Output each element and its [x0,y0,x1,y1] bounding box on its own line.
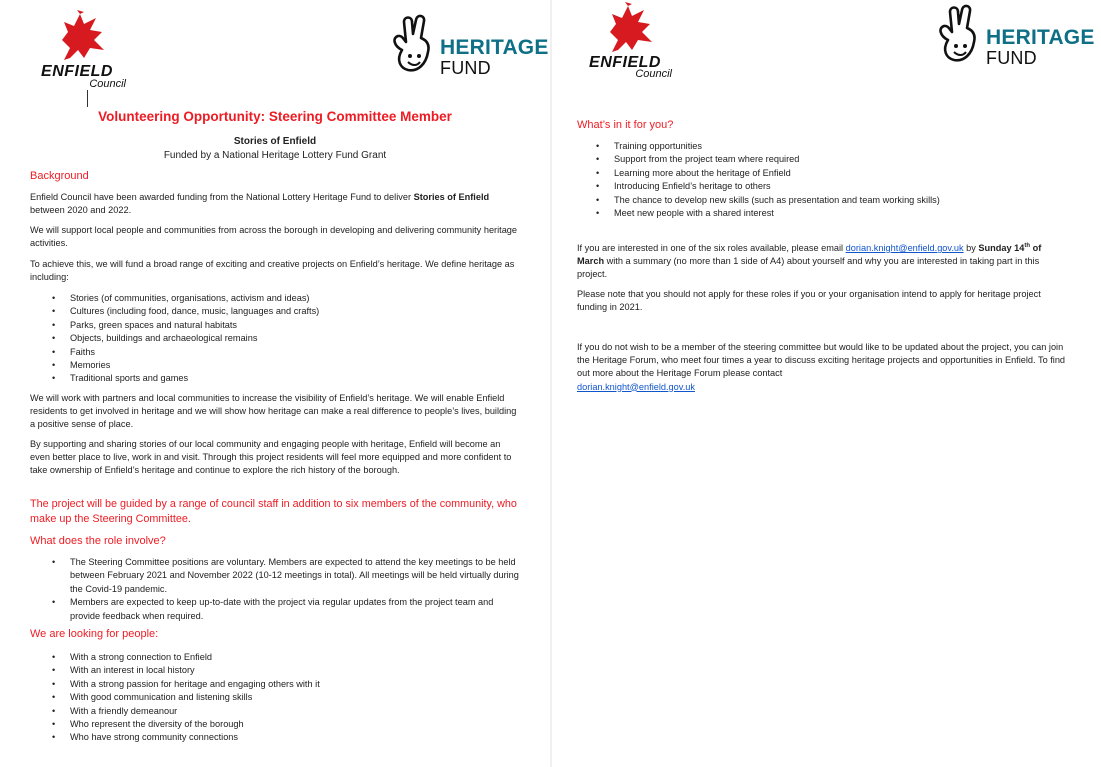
list-item: • Members are expected to keep up-to-date with the project via regular updates from the project team and provide feedback when required. [52,596,522,623]
heritage-list [52,292,522,386]
list-item: • With a strong connection to Enfield [52,651,522,664]
benefits-list [596,140,1076,220]
paragraph-support: We will support local people and communities from across the borough in developing and delivering community heritage activities. [30,225,518,249]
enfield-council-logo [22,10,132,90]
list-item: • Meet new people with a shared interest [596,207,1076,220]
deadline-suffix: th [1024,243,1031,249]
crossed-fingers-icon [934,4,984,66]
list-item: • Support from the project team where required [596,153,1076,166]
role-heading: What does the role involve? [30,535,166,547]
heritage-wordmark: HERITAGE [440,36,549,59]
paragraph-funding [30,191,520,217]
list-item: • Learning more about the heritage of Enfield [596,167,1076,180]
list-item: • With an interest in local history [52,664,522,677]
list-item: • Parks, green spaces and natural habitats [52,319,522,332]
background-heading: Background [30,170,89,182]
enfield-council-logo [570,2,680,82]
apply-text-end: with a summary (no more than 1 side of A4) about yourself and why you are interested in taking part in this project. [577,256,1040,280]
para1-text: Enfield Council have been awarded funding from the National Lottery Heritage Fund to deliver [30,192,414,202]
heritage-fund-logo [388,14,548,84]
deadline-day: Sunday 14 [978,243,1025,254]
document-title: Volunteering Opportunity: Steering Committee Member [98,109,452,124]
list-item: • Stories (of communities, organisations, activism and ideas) [52,292,522,305]
enfield-wordmark: ENFIELD [589,54,661,71]
fund-wordmark: FUND [986,48,1037,68]
council-wordmark: Council [635,68,672,80]
fund-wordmark: FUND [440,58,491,78]
apply-text: If you are interested in one of the six roles available, please email [577,243,846,254]
forum-email-link[interactable]: dorian.knight@enfield.gov.uk [577,381,695,392]
paragraph-definition: To achieve this, we will fund a broad range of exciting and creative projects on Enfield’s heritage. We define heritage as including: [30,259,515,283]
dragon-icon [44,10,114,62]
list-item: • With good communication and listening skills [52,691,522,704]
list-item: • With a friendly demeanour [52,705,522,718]
project-name: Stories of Enfield [233,136,317,147]
email-link[interactable]: dorian.knight@enfield.gov.uk [845,243,964,254]
list-item: • With a strong passion for heritage and engaging others with it [52,678,522,691]
list-item: • Faiths [52,346,522,359]
paragraph-community: By supporting and sharing stories of our local community and engaging people with heritage, Enfield will become an even better place to live, work in and visit. Through this project residents will feel more equipped and more confident to take ownership of Enfield’s heritage and continue to explore the rich history of the borough. [30,439,512,476]
enfield-wordmark: ENFIELD [41,63,113,80]
apply-text: by [963,243,979,254]
funding-line: Funded by a National Heritage Lottery Fund Grant [163,150,387,161]
list-item: • The chance to develop new skills (such as presentation and team working skills) [596,194,1076,207]
document-page-right [552,0,1101,767]
forum-text: If you do not wish to be a member of the steering committee but would like to be updated about the project, you can join the Heritage Forum, who meet four times a year to discuss exciting heritage projects and opportunities in Enfield. To find out more about the Heritage Forum please contact [577,342,1066,379]
paragraph-partners: We will work with partners and local communities to increase the visibility of Enfield’s heritage. We will enable Enfield residents to get involved in heritage and we will show how heritage can make a real difference to people’s lives, building a positive sense of place. [30,393,517,430]
crossed-fingers-icon [388,14,438,76]
list-item: • Cultures (including food, dance, music, languages and crafts) [52,305,522,318]
heritage-forum-paragraph [577,341,1067,394]
whats-in-it-heading: What’s in it for you? [577,119,674,131]
list-item: • Who represent the diversity of the borough [52,718,522,731]
heritage-wordmark: HERITAGE [986,26,1095,49]
looking-for-heading: We are looking for people: [30,628,159,640]
application-instructions [577,240,1067,282]
list-item: • Who have strong community connections [52,731,522,744]
list-item: • Objects, buildings and archaeological remains [52,332,522,345]
para1-text-end: between 2020 and 2022. [30,205,132,216]
list-item: • Traditional sports and games [52,372,522,385]
list-item: • Introducing Enfield’s heritage to others [596,180,1076,193]
looking-for-list [52,651,522,745]
deadline-month: of March [577,243,1042,267]
steering-committee-statement: The project will be guided by a range of council staff in addition to six members of the community, who make up the Steering Committee. [30,498,517,525]
list-item: • Memories [52,359,522,372]
list-item: • The Steering Committee positions are voluntary. Members are expected to attend the key meetings to be held between February 2021 and November 2022 (10-12 meetings in total). All meetings will be held virtually during the Covid-19 pandemic. [52,556,522,596]
role-list [52,556,522,623]
document-page-left [0,0,550,767]
eligibility-note: Please note that you should not apply for these roles if you or your organisation intend to apply for heritage project funding in 2021. [577,289,1041,313]
dragon-icon [592,2,662,54]
council-wordmark: Council [89,78,126,90]
heritage-fund-logo [934,4,1094,74]
stories-of-enfield-bold: Stories of Enfield [413,192,490,202]
list-item: • Training opportunities [596,140,1076,153]
text-cursor [87,90,88,107]
